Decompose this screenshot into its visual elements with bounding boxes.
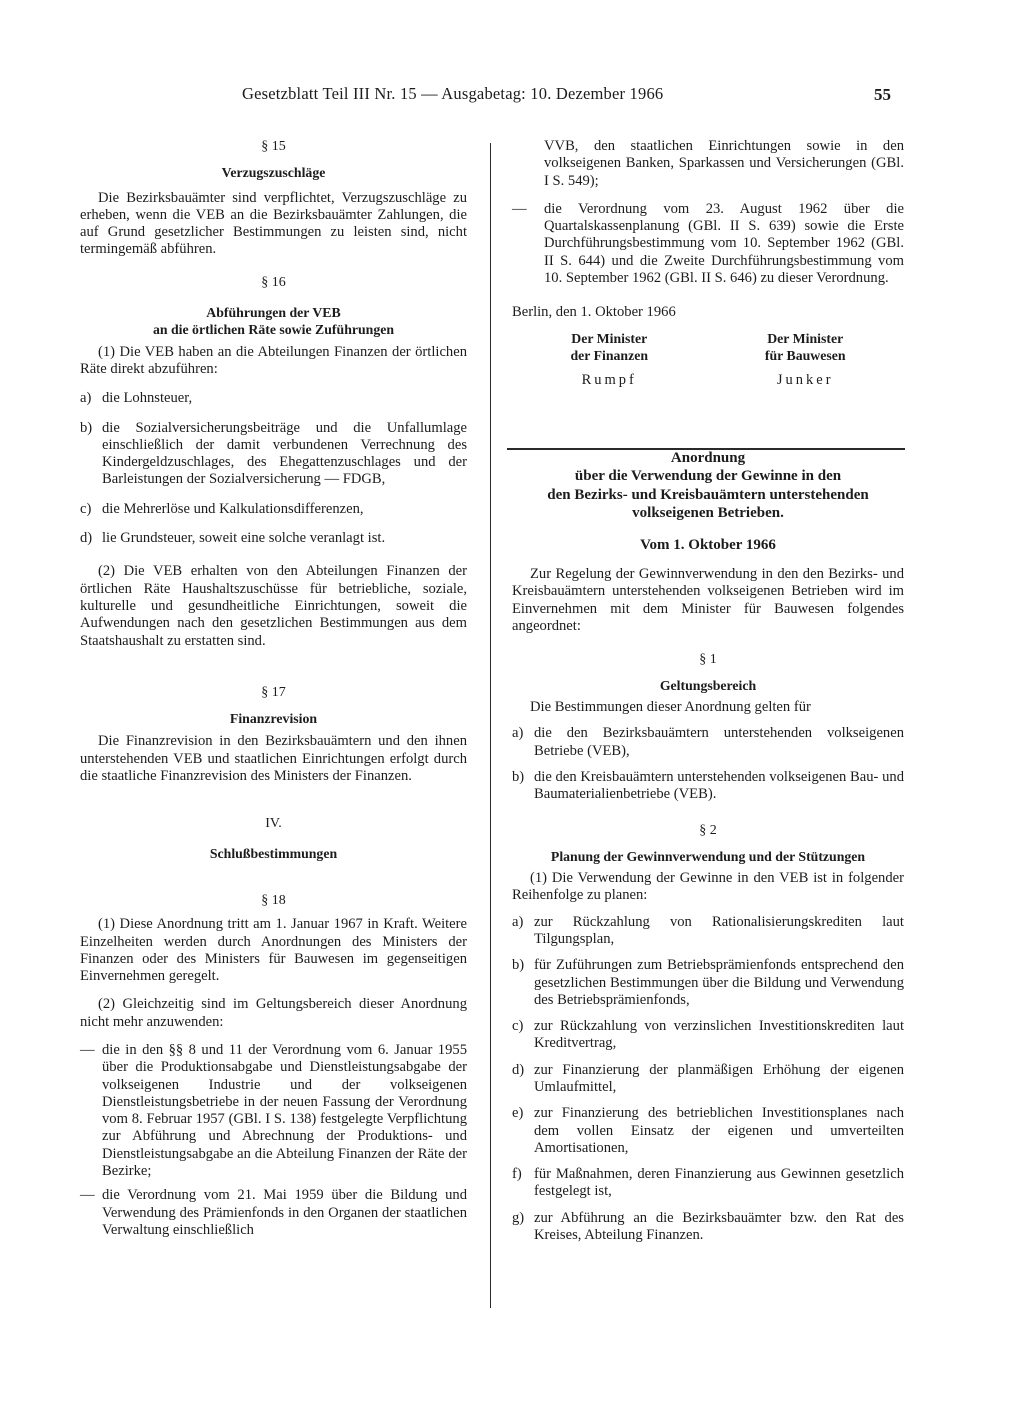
decree-title-line: Anordnung xyxy=(670,449,746,466)
page-number: 55 xyxy=(874,85,891,104)
section-number: § 1 xyxy=(699,652,717,668)
list-item-label: a) xyxy=(80,390,92,407)
paragraph: Zur Regelung der Gewinnverwendung in den den Bezirks- und Kreisbauämtern unterstehenden volkseigenen Betrieben wird im Einvernehmen mit dem Minister für Bauwesen folgendes angeordnet: xyxy=(512,566,904,635)
list-item-text: die Mehrerlöse und Kalkulationsdifferenzen, xyxy=(102,500,364,517)
list-item-label: f) xyxy=(512,1166,522,1183)
right-column xyxy=(512,138,904,1244)
list-item xyxy=(512,1210,904,1245)
list-item-text: zur Rückzahlung von Rationalisierungskrediten laut Tilgungsplan, xyxy=(534,913,904,947)
section-number: § 18 xyxy=(261,892,286,908)
signature-name: Rumpf xyxy=(581,371,637,388)
list-item-text: zur Rückzahlung von verzinslichen Investitionskrediten laut Kreditvertrag, xyxy=(534,1018,904,1052)
list-item-text: lie Grundsteuer, soweit eine solche veranlagt ist. xyxy=(102,530,386,547)
paragraph: Die Bestimmungen dieser Anordnung gelten für xyxy=(530,698,811,715)
list-item-text: die Verordnung vom 23. August 1962 über die Quartalskassenplanung (GBl. II S. 639) sowie die Erste Durchführungsbestimmung vom 10. September 1962 (GBl. II S. 644) und die Zweite Durchführungsbestimmung vom 10. September 1962 (GBl. II S. 646) zu dieser Verordnung. xyxy=(544,200,904,287)
list-item xyxy=(512,769,904,804)
paragraph: (1) Diese Anordnung tritt am 1. Januar 1967 in Kraft. Weitere Einzelheiten werden durch Anordnungen des Ministers der Finanzen oder des Ministers für Bauwesen im gegenseitigen Einvernehmen geregelt. xyxy=(80,916,467,985)
list-item xyxy=(80,1042,467,1180)
signature-role: für Bauwesen xyxy=(764,347,846,363)
list-item-text: zur Finanzierung der planmäßigen Erhöhung der eigenen Umlaufmittel, xyxy=(534,1061,904,1095)
list-item-label: b) xyxy=(512,768,525,785)
paragraph: (1) Die VEB haben an die Abteilungen Finanzen der örtlichen Räte direkt abzuführen: xyxy=(80,343,467,377)
section-number: § 16 xyxy=(261,274,286,290)
part-number: IV. xyxy=(265,816,282,832)
list-item-label: e) xyxy=(512,1105,524,1122)
list-item-text: die den Kreisbauämtern unterstehenden volkseigenen Bau- und Baumaterialienbetriebe (VEB). xyxy=(534,768,904,803)
list-item-text: zur Finanzierung des betrieblichen Investitionsplanes nach dem vollen Einsatz der eigenen und umverteilten Amortisationen, xyxy=(534,1105,904,1156)
list-item-label: — xyxy=(512,200,527,217)
paragraph: (1) Die Verwendung der Gewinne in den VEB ist in folgender Reihenfolge zu planen: xyxy=(512,870,904,904)
list-item xyxy=(80,501,467,518)
list-item xyxy=(80,530,467,547)
list-item-text: die Verordnung vom 21. Mai 1959 über die Bildung und Verwendung des Prämienfonds in den Organen der staatlichen Verwaltung einschließlich xyxy=(102,1187,467,1238)
paragraph: (2) Die VEB erhalten von den Abteilungen Finanzen der örtlichen Räte Haushaltszuschüsse für betriebliche, soziale, kulturelle und gesundheitliche Einrichtungen, soweit die Aufwendungen nach den gesetzlichen Bestimmungen aus dem Staatshaushalt zu erstatten sind. xyxy=(80,563,467,649)
section-heading: Planung der Gewinnverwendung und der Stützungen xyxy=(550,848,866,864)
list-item-text: für Zuführungen zum Betriebsprämienfonds entsprechend den gesetzlichen Bestimmungen über die Bildung und Verwendung des Betriebsprämienfonds, xyxy=(534,957,904,1008)
list-item-text: die Sozialversicherungsbeiträge und die Unfallumlage einschließlich der damit verbundenen Verrechnung des Kindergeldzuschlages, des Ehegattenzuschlages und der Barleistungen der Sozialversicherung — FDGB, xyxy=(102,419,467,488)
list-item-text: die in den §§ 8 und 11 der Verordnung vom 6. Januar 1955 über die Produktionsabgabe und Dienstleistungsabgabe der volkseigenen Industrie und der volkseigenen Dienstleistungsbetriebe in der neuen Fassung der Verordnung vom 8. Februar 1957 (GBl. I S. 138) festgelegte Verpflichtung zur Abführung und Abrechnung der Produktions- und Dienstleistungsabgabe an die Abteilung Finanzen der Räte der Bezirke; xyxy=(102,1041,467,1180)
list-item xyxy=(512,957,904,1009)
section-heading: Geltungsbereich xyxy=(659,677,757,693)
decree-title-line: über die Verwendung der Gewinne in den xyxy=(574,468,842,485)
list-item-label: — xyxy=(80,1187,95,1204)
decree-title xyxy=(512,449,904,523)
list-item xyxy=(80,1187,467,1239)
signatures xyxy=(512,330,904,389)
list-item-label: c) xyxy=(80,500,92,517)
paragraph: Die Bezirksbauämter sind verpflichtet, Verzugszuschläge zu erheben, wenn die VEB an die Bezirksbauämter Zahlungen, die auf Grund gesetzlicher Bestimmungen zu leisten sind, nicht termingemäß abführen. xyxy=(80,189,467,258)
list-item-label: — xyxy=(80,1041,95,1058)
signature-name: Junker xyxy=(776,371,834,388)
list-item-label: a) xyxy=(512,725,524,742)
part-heading: Schlußbestimmungen xyxy=(209,845,338,861)
signature-block xyxy=(570,330,648,389)
list-item-text: für Maßnahmen, deren Finanzierung aus Gewinnen gesetzlich festgelegt ist, xyxy=(534,1166,904,1200)
section-heading: an die örtlichen Räte sowie Zuführungen xyxy=(152,322,395,338)
list-item-label: b) xyxy=(80,419,93,436)
section-heading: Abführungen der VEB xyxy=(206,305,341,321)
section-number: § 17 xyxy=(261,684,286,700)
decree-title-line: den Bezirks- und Kreisbauämtern unterstehenden xyxy=(547,486,869,503)
list-item xyxy=(512,914,904,949)
list-item xyxy=(512,1166,904,1201)
section-heading: Verzugszuschläge xyxy=(221,165,326,181)
list-item xyxy=(512,725,904,760)
list-item-label: g) xyxy=(512,1209,525,1226)
decree-title-line: volkseigenen Betrieben. xyxy=(632,505,784,522)
signature-role: Der Minister xyxy=(571,330,648,346)
decree-date: Vom 1. Oktober 1966 xyxy=(640,536,776,553)
section-heading: Finanzrevision xyxy=(229,711,318,727)
paragraph-continuation: VVB, den staatlichen Einrichtungen sowie in den volkseigenen Banken, Sparkassen und Versicherungen (GBl. I S. 549); xyxy=(544,138,904,189)
list-item xyxy=(512,1018,904,1053)
place-date: Berlin, den 1. Oktober 1966 xyxy=(512,304,676,321)
list-item-label: d) xyxy=(512,1061,525,1078)
list-item-label: d) xyxy=(80,530,93,547)
list-item-label: b) xyxy=(512,957,525,974)
paragraph: Die Finanzrevision in den Bezirksbauämtern und den ihnen unterstehenden VEB und staatlichen Einrichtungen erfolgt durch die staatliche Finanzrevision des Ministers der Finanzen. xyxy=(80,733,467,785)
signature-block xyxy=(765,330,846,389)
signature-role: der Finanzen xyxy=(570,347,648,363)
list-item-text: die den Bezirksbauämtern unterstehenden volkseigenen Betriebe (VEB), xyxy=(534,725,904,759)
signature-role: Der Minister xyxy=(767,330,844,346)
column-divider xyxy=(490,143,491,1308)
list-item xyxy=(512,1105,904,1157)
list-item-label: a) xyxy=(512,913,524,930)
list-item-label: c) xyxy=(512,1018,524,1035)
list-item xyxy=(80,390,467,407)
section-number: § 15 xyxy=(261,139,286,154)
list-item xyxy=(512,1062,904,1097)
left-column xyxy=(80,138,467,1239)
section-number: § 2 xyxy=(699,823,717,839)
list-item-text: die Lohnsteuer, xyxy=(102,390,193,407)
paragraph: (2) Gleichzeitig sind im Geltungsbereich dieser Anordnung nicht mehr anzuwenden: xyxy=(80,996,467,1030)
list-item xyxy=(512,201,904,287)
list-item-text: zur Abführung an die Bezirksbauämter bzw. den Rat des Kreises, Abteilung Finanzen. xyxy=(534,1209,904,1244)
header-title: Gesetzblatt Teil III Nr. 15 — Ausgabetag: 10. Dezember 1966 xyxy=(242,84,664,103)
list-item xyxy=(80,420,467,489)
